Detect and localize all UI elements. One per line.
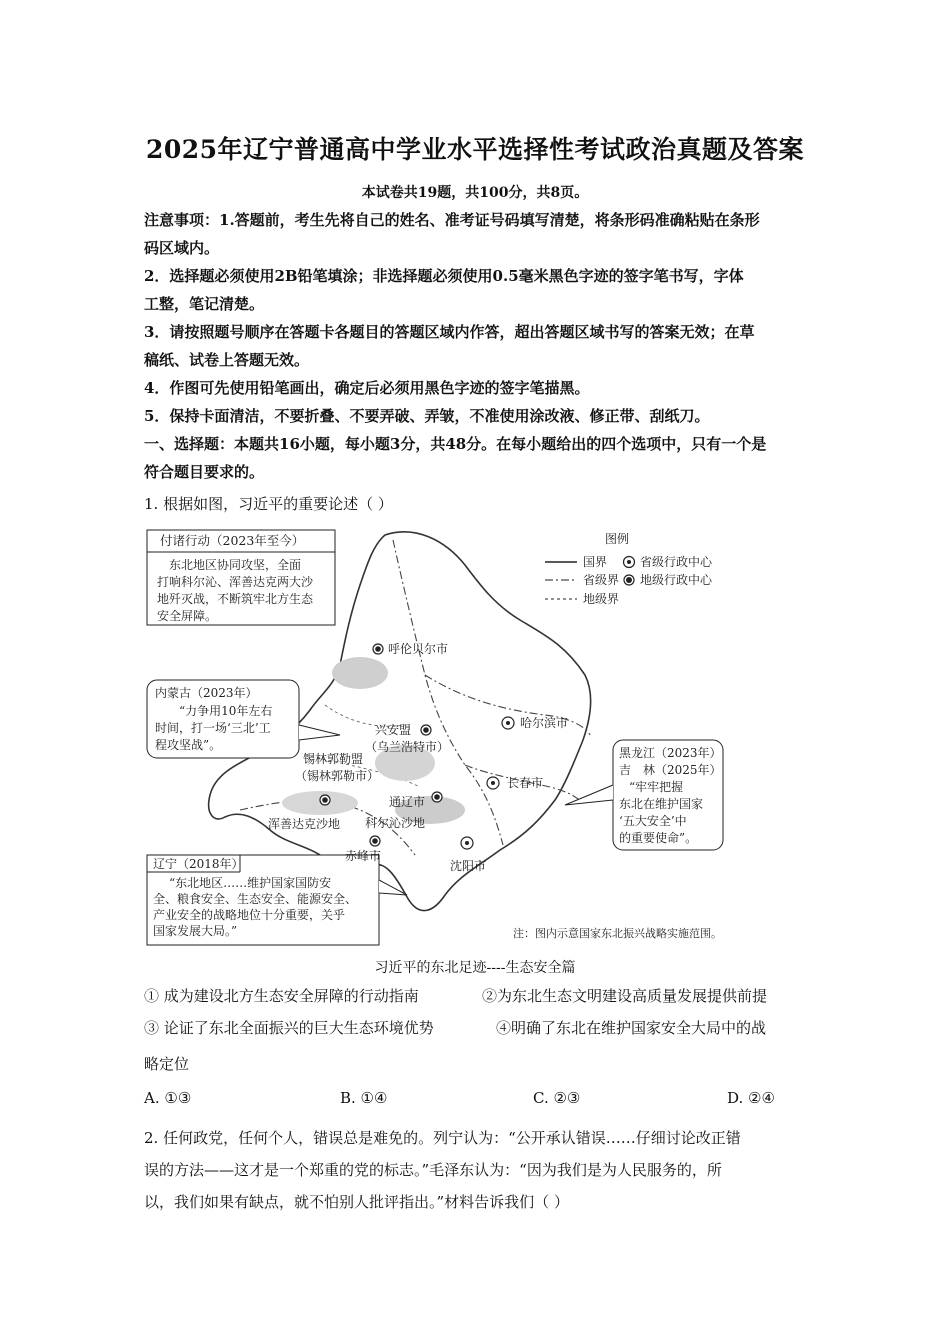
box2-title: 内蒙古（2023年） [155,686,258,700]
city-label-xilingol-alt: （锡林郭勒市） [295,769,380,783]
legend-title: 图例 [605,532,630,546]
svg-text:东北地区协同攻坚，全面: 东北地区协同攻坚，全面 [169,558,302,572]
svg-text:产业安全的战略地位十分重要，关乎: 产业安全的战略地位十分重要，关乎 [153,908,346,922]
page-title: 2025年辽宁普通高中学业水平选择性考试政治真题及答案 [145,135,805,164]
notice-line: 3．请按照题号顺序在答题卡各题目的答题区域内作答，超出答题区域书写的答案无效；在草 [144,323,755,341]
question-2-line: 误的方法——这才是一个郑重的党的标志。”毛泽东认为：“因为我们是为人民服务的，所 [144,1161,722,1179]
section-heading: 符合题目要求的。 [144,463,265,481]
section-heading: 一、选择题：本题共16小题，每小题3分，共48分。在每小题给出的四个选项中，只有一个是 [144,435,767,453]
svg-text:程攻坚战”。: 程攻坚战”。 [155,738,222,752]
statement-4-cont: 略定位 [144,1055,190,1073]
legend-pref-center: 地级行政中心 [640,573,713,587]
svg-text:安全屏障。: 安全屏障。 [157,609,218,623]
sandy-label-horqin: 科尔沁沙地 [365,816,426,830]
notice-line: 注意事项：1.答题前，考生先将自己的姓名、准考证号码填写清楚，将条形码准确粘贴在条形 [144,211,760,229]
statement-row [144,1053,810,1083]
notice-block [144,206,810,486]
statement-4: ④明确了东北在维护国家安全大局中的战 [496,1019,767,1037]
svg-text:时间，打一场‘三北’工: 时间，打一场‘三北’工 [155,721,271,735]
legend-provincial: 省级界 [583,573,620,587]
box1-title: 付诸行动（2023年至今） [160,533,305,548]
question-1-stem: 1. 根据如图，习近平的重要论述（ ） [144,495,393,513]
northeast-map-figure [145,525,805,950]
exam-subtitle: 本试卷共19题，共100分，共8页。 [361,185,589,201]
svg-text:国家发展大局。”: 国家发展大局。” [153,924,238,938]
map-caption: 习近平的东北足迹----生态安全篇 [374,960,576,976]
option-b: B. ①④ [340,1089,388,1107]
legend-prefectural: 地级界 [583,592,620,606]
statement-1: ① 成为建设北方生态安全屏障的行动指南 [144,987,419,1005]
statement-row [144,985,810,1015]
svg-text:打响科尔沁、浑善达克两大沙: 打响科尔沁、浑善达克两大沙 [157,575,314,589]
city-label-xinganmeng: 兴安盟 [375,723,412,737]
option-d: D. ②④ [727,1089,775,1107]
svg-text:地歼灭战，不断筑牢北方生态: 地歼灭战，不断筑牢北方生态 [157,592,314,606]
legend-national: 国界 [583,555,608,569]
box3-title-1: 黑龙江（2023年） [619,746,722,760]
city-label-changchun: 长春市 [507,776,544,790]
question-2-line: 以，我们如果有缺点，就不怕别人批评指出。”材料告诉我们（ ） [144,1193,569,1211]
statement-2: ②为东北生态文明建设高质量发展提供前提 [482,987,768,1005]
city-label-ulanhot: （乌兰浩特市） [365,740,450,754]
svg-text:的重要使命”。: 的重要使命”。 [619,831,698,845]
svg-text:东北在维护国家: 东北在维护国家 [619,797,704,811]
city-label-shenyang: 沈阳市 [450,859,487,873]
legend-prov-center: 省级行政中心 [640,555,713,569]
notice-line: 4．作图可先使用铅笔画出，确定后必须用黑色字迹的签字笔描黑。 [144,379,590,397]
option-c: C. ②③ [533,1089,581,1107]
city-label-harbin: 哈尔滨市 [520,716,569,730]
svg-text:全、粮食安全、生态安全、能源安全、: 全、粮食安全、生态安全、能源安全、 [153,892,358,906]
svg-text:“东北地区……维护国家国防安: “东北地区……维护国家国防安 [169,876,332,890]
answer-options [144,1089,810,1119]
city-label-hulunbuir: 呼伦贝尔市 [388,642,449,656]
city-label-chifeng: 赤峰市 [345,849,382,863]
sandy-land-patch [332,657,388,689]
notice-line: 稿纸、试卷上答题无效。 [144,351,310,369]
sandy-label-otindag: 浑善达克沙地 [268,817,341,831]
notice-line: 2．选择题必须使用2B铅笔填涂；非选择题必须使用0.5毫米黑色字迹的签字笔书写，字体 [144,267,744,285]
statement-row [144,1017,810,1047]
box4-title: 辽宁（2018年） [153,857,244,871]
notice-line: 工整，笔记清楚。 [144,295,265,313]
svg-text:‘五大安全’中: ‘五大安全’中 [619,814,687,828]
statement-3: ③ 论证了东北全面振兴的巨大生态环境优势 [144,1019,434,1037]
map-note: 注：图内示意国家东北振兴战略实施范围。 [513,927,722,940]
svg-text:“力争用10年左右: “力争用10年左右 [179,704,273,718]
sandy-land-patch [282,791,358,815]
svg-text:“牢牢把握: “牢牢把握 [629,780,684,794]
city-label-tongliao: 通辽市 [389,795,426,809]
city-label-xilingol: 锡林郭勒盟 [303,752,364,766]
option-a: A. ①③ [144,1089,192,1107]
question-2 [144,1122,810,1218]
question-2-line: 2. 任何政党，任何个人，错误总是难免的。列宁认为：“公开承认错误……仔细讨论改正错 [144,1129,741,1147]
notice-line: 码区域内。 [144,239,220,257]
notice-line: 5．保持卡面清洁，不要折叠、不要弄破、弄皱，不准使用涂改液、修正带、刮纸刀。 [144,407,710,425]
box3-title-2: 吉 林（2025年） [619,763,722,777]
